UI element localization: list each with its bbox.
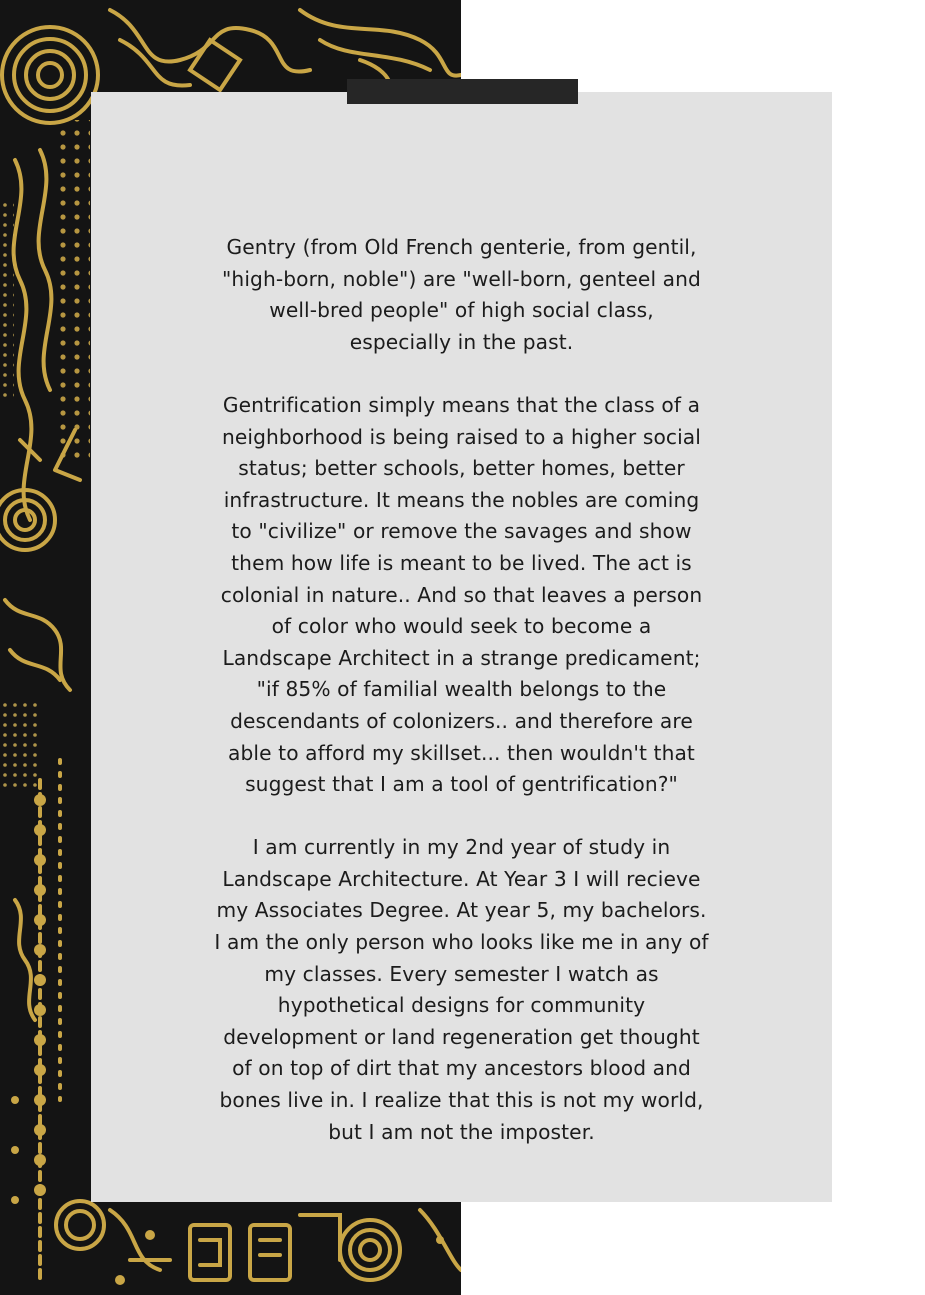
text-line: development or land regeneration get thought [223,1024,700,1049]
text-line: status; better schools, better homes, better [238,456,685,481]
text-line: especially in the past. [349,329,574,354]
text-line: my classes. Every semester I watch as [264,961,659,986]
card-header-tab [347,79,578,104]
essay-text [190,232,733,1148]
text-line: neighborhood is being raised to a higher social [221,424,701,449]
paragraph-definition [190,232,733,358]
text-line: suggest that I am a tool of gentrification?" [245,772,678,797]
text-line: descendants of colonizers.. and therefore are [230,708,693,733]
text-line: of color who would seek to become a [271,614,652,639]
text-line: to "civilize" or remove the savages and show [231,519,692,544]
text-line: I am the only person who looks like me in any of [214,930,709,955]
text-line: Gentrification simply means that the class of a [222,392,701,417]
text-line: of on top of dirt that my ancestors blood and [232,1056,691,1081]
text-line: well-bred people" of high social class, [269,298,654,323]
text-line: infrastructure. It means the nobles are coming [223,487,700,512]
text-line: Gentry (from Old French genterie, from gentil, [226,235,697,259]
text-line: "high-born, noble") are "well-born, genteel and [222,266,701,291]
text-line: them how life is meant to be lived. The act is [231,550,692,575]
text-line: my Associates Degree. At year 5, my bachelors. [216,898,707,923]
text-line: "if 85% of familial wealth belongs to the [256,677,667,702]
text-line: but I am not the imposter. [328,1119,595,1144]
paragraph-personal [190,832,733,1148]
text-line: able to afford my skillset... then wouldn't that [228,740,695,765]
text-line: I am currently in my 2nd year of study in [252,835,671,860]
paragraph-gentrification [190,390,733,801]
text-line: bones live in. I realize that this is not my world, [219,1088,704,1113]
text-line: colonial in nature.. And so that leaves a person [220,582,703,607]
text-line: Landscape Architect in a strange predicament; [222,645,701,670]
text-line: hypothetical designs for community [277,993,646,1018]
text-line: Landscape Architecture. At Year 3 I will recieve [222,866,701,891]
